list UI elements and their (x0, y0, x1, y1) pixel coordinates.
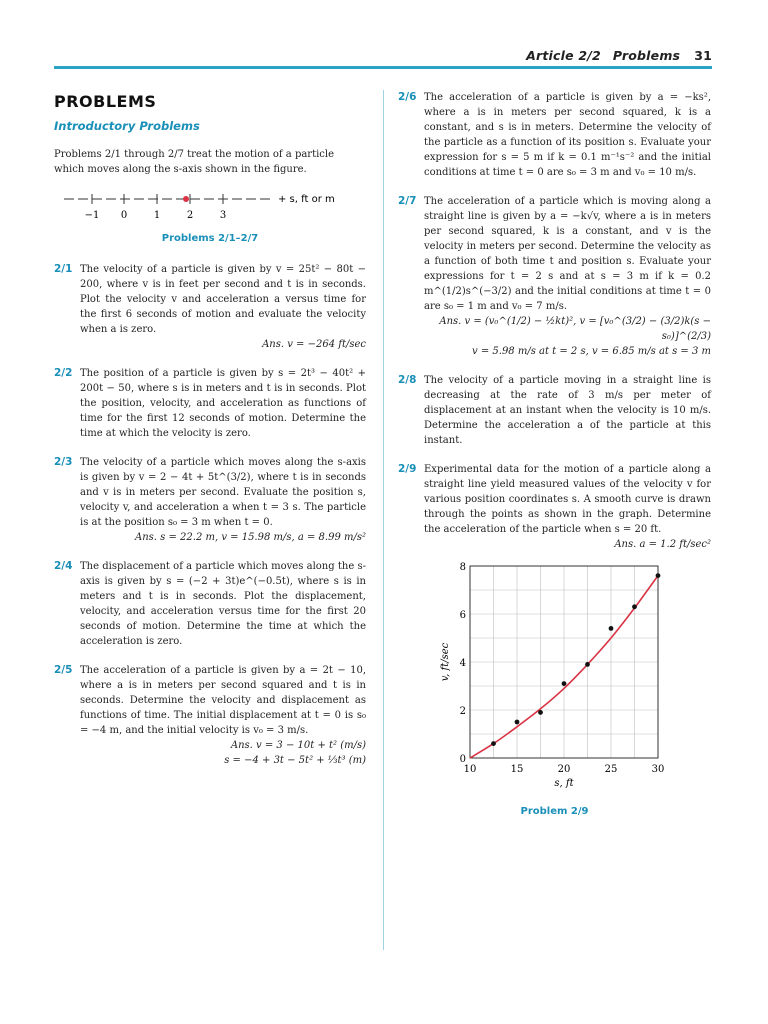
y-tick-label: 4 (459, 658, 466, 669)
problem-2-1 (54, 262, 366, 352)
x-tick-label: 10 (463, 764, 477, 775)
data-point (491, 741, 496, 746)
problem-answer: Ans. a = 1.2 ft/sec² (614, 539, 711, 550)
problem-number: 2/3 (54, 456, 73, 468)
axis-tick-label: 2 (186, 210, 194, 221)
figure-caption: Problems 2/1–2/7 (161, 233, 259, 244)
problem-number: 2/1 (54, 263, 73, 275)
problem-2-5 (54, 663, 366, 768)
particle-dot (183, 196, 189, 202)
problem-2-3 (54, 455, 366, 545)
data-point (585, 662, 590, 667)
problem-answer: s = −4 + 3t − 5t² + ⅓t³ (m) (224, 755, 366, 766)
data-point (656, 573, 661, 578)
axis-tick-label: 1 (153, 210, 161, 221)
problem-number: 2/2 (54, 367, 73, 379)
header-label: Problems (612, 48, 681, 63)
x-tick-label: 15 (510, 764, 524, 775)
problem-text: Experimental data for the motion of a particle along a straight line yield measured values of the velocity v for various position coordinates s. A smooth curve is drawn through the points as shown in the graph. Determine the acceleration of the particle when s = 20 ft. (424, 464, 711, 535)
y-axis-label: v, ft/sec (440, 642, 451, 682)
problem-number: 2/9 (398, 463, 417, 475)
subsection-title: Introductory Problems (54, 119, 200, 133)
axis-tick-label: 3 (219, 210, 227, 221)
x-axis-label: s, ft (554, 778, 574, 789)
problem-number: 2/5 (54, 664, 73, 676)
x-tick-label: 25 (604, 764, 618, 775)
problem-text: The position of a particle is given by s = 2t³ − 40t² + 200t − 50, where s is in meters and t is in seconds. Plot the position, velocity, and acceleration as functions of time for the first 12 seconds of motion. Determine the time at which the velocity is zero. (80, 368, 366, 439)
problem-text: The velocity of a particle is given by v = 25t² − 80t − 200, where v is in feet per second and t is in seconds. Plot the velocity v and acceleration a versus time for the first 6 seconds of motion and evaluate the velocity when a is zero. (80, 264, 366, 335)
velocity-graph (398, 556, 711, 806)
problem-number: 2/6 (398, 91, 417, 103)
problem-number: 2/8 (398, 374, 417, 386)
s-axis-figure (54, 189, 366, 223)
problem-2-8 (398, 373, 711, 448)
graph-caption: Problem 2/9 (520, 806, 589, 817)
axis-tick-label: −1 (84, 210, 100, 221)
problem-text: The displacement of a particle which moves along the s-axis is given by s = (−2 + 3t)e^(−0.5t), where s is in meters and t is in seconds. Plot the displacement, velocity, and acceleration versus time for the first 20 seconds of motion. Determine the time at which the acceleration is zero. (80, 561, 366, 647)
running-title (526, 48, 712, 63)
grid-layer (470, 566, 658, 758)
header-rule (54, 66, 712, 69)
page-number: 31 (694, 48, 712, 63)
axis-label: + s, ft or m (278, 194, 335, 205)
right-column (398, 90, 711, 566)
y-tick-label: 0 (459, 754, 466, 765)
problem-answer: v = 5.98 m/s at t = 2 s, v = 6.85 m/s at s = 3 m (472, 346, 711, 357)
problem-text: The acceleration of a particle is given by a = −ks², where a is in meters per second squared, k is a constant, and s is in meters. Determine the velocity of the particle as a function of its position s. Evaluate your expression for s = 5 m if k = 0.1 m⁻¹s⁻² and the initial conditions at time t = 0 are s₀ = 3 m and v₀ = 10 m/s. (424, 92, 711, 178)
problem-2-7 (398, 194, 711, 359)
problem-answer: Ans. v = (v₀^(1/2) − ½kt)², v = [v₀^(3/2) − (3/2)k(s − s₀)]^(2/3) (439, 316, 711, 342)
data-point (515, 720, 520, 725)
s-axis-svg (54, 189, 366, 223)
data-point (609, 626, 614, 631)
problem-text: The acceleration of a particle is given by a = 2t − 10, where a is in meters per second squared and t is in seconds. Determine the velocity and displacement as functions of time. The initial displacement at t = 0 is s₀ = −4 m, and the initial velocity is v₀ = 3 m/s. (80, 665, 366, 736)
running-header (54, 46, 712, 66)
left-column (54, 90, 366, 782)
problem-number: 2/4 (54, 560, 73, 572)
problem-answer: Ans. s = 22.2 m, v = 15.98 m/s, a = 8.99 m/s² (135, 532, 366, 543)
problem-number: 2/7 (398, 195, 417, 207)
axis-tick-label: 0 (120, 210, 128, 221)
data-point (632, 604, 637, 609)
tick-layer (460, 562, 665, 775)
problem-text: The velocity of a particle which moves along the s-axis is given by v = 2 − 4t + 5t^(3/2), where t is in seconds and v is in meters per second. Evaluate the position s, velocity v, and acceleration a when t = 3 s. The particle is at the position s₀ = 3 m when t = 0. (80, 457, 366, 528)
problem-2-9 (398, 462, 711, 552)
point-layer (491, 573, 660, 746)
problem-2-4 (54, 559, 366, 649)
problem-answer: Ans. v = 3 − 10t + t² (m/s) (230, 740, 366, 751)
y-tick-label: 8 (459, 562, 466, 573)
velocity-chart-svg (398, 556, 711, 806)
data-point (538, 710, 543, 715)
y-tick-label: 2 (459, 706, 466, 717)
data-point (562, 681, 567, 686)
intro-text: Problems 2/1 through 2/7 treat the motion of a particle which moves along the s-axis shown in the figure. (54, 149, 335, 175)
y-tick-label: 6 (459, 610, 466, 621)
problem-2-2 (54, 366, 366, 441)
problem-answer: Ans. v = −264 ft/sec (262, 339, 366, 350)
problem-text: The acceleration of a particle which is moving along a straight line is given by a = −k√v, where a is in meters per second squared, k is a constant, and v is the velocity in meters per second. Determine the velocity as a function of both time t and position s. Evaluate your expressions for t = 2 s and at s = 3 m if k = 0.2 m^(1/2)s^(−3/2) and the initial conditions at time t = 0 are s₀ = 1 m and v₀ = 7 m/s. (424, 196, 711, 312)
x-tick-label: 30 (651, 764, 665, 775)
section-title: PROBLEMS (54, 92, 157, 111)
x-tick-label: 20 (557, 764, 571, 775)
header-section: Article 2/2 (526, 48, 601, 63)
problem-2-6 (398, 90, 711, 180)
column-divider (383, 90, 384, 950)
problem-text: The velocity of a particle moving in a straight line is decreasing at the rate of 3 m/s per meter of displacement at an instant when the velocity is 10 m/s. Determine the acceleration a of the particle at this instant. (424, 375, 711, 446)
